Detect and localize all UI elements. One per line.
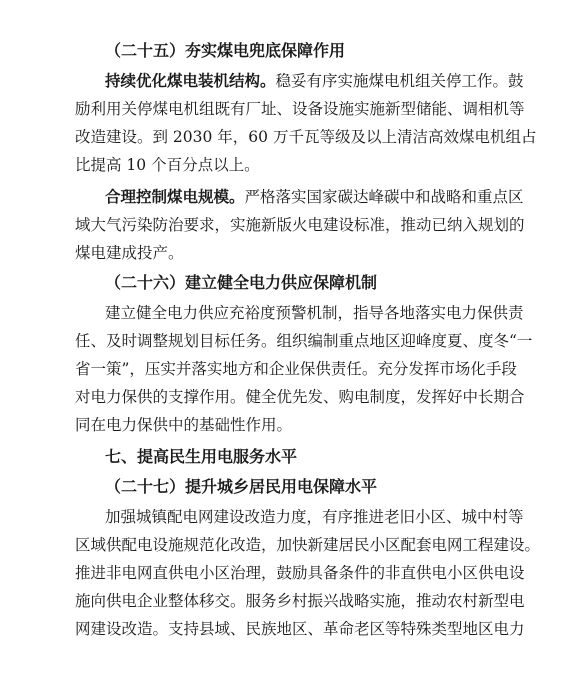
paragraph-2-line-1-rest: 严格落实国家碳达峰碳中和战略和重点区 bbox=[244, 188, 524, 206]
paragraph-3-line-4: 对电力保供的支撑作用。健全优先发、购电制度，发挥好中长期合 bbox=[75, 388, 525, 406]
paragraph-3-line-1: 建立健全电力供应充裕度预警机制，指导各地落实电力保供责 bbox=[105, 304, 524, 322]
section-26-heading: （二十六）建立健全电力供应保障机制 bbox=[105, 273, 378, 292]
paragraph-2-line-3: 煤电建成投产。 bbox=[75, 244, 184, 262]
paragraph-2-line-1 bbox=[0, 186, 579, 208]
paragraph-1-line-3: 改造建设。到 2030 年，60 万千瓦等级及以上清洁高效煤电机组占 bbox=[75, 128, 537, 146]
paragraph-4-line-4: 施向供电企业整体移交。服务乡村振兴战略实施，推动农村新型电 bbox=[75, 592, 525, 610]
paragraph-3-line-5: 同在电力保供中的基础性作用。 bbox=[75, 416, 293, 434]
paragraph-1-lead: 持续优化煤电装机结构。 bbox=[105, 71, 276, 90]
paragraph-3-line-2: 任、及时调整规划目标任务。组织编制重点地区迎峰度夏、度冬“一 bbox=[75, 332, 533, 350]
paragraph-4-line-5: 网建设改造。支持县域、民族地区、革命老区等特殊类型地区电力 bbox=[75, 620, 525, 638]
section-7-heading: 七、提高民生用电服务水平 bbox=[105, 447, 298, 466]
paragraph-3-line-3: 省一策”，压实并落实地方和企业保供责任。充分发挥市场化手段 bbox=[75, 360, 517, 378]
section-25-heading: （二十五）夯实煤电兜底保障作用 bbox=[105, 41, 346, 60]
paragraph-2-lead: 合理控制煤电规模。 bbox=[105, 187, 245, 206]
section-27-heading: （二十七）提升城乡居民用电保障水平 bbox=[105, 477, 378, 496]
paragraph-1-line-2: 励利用关停煤电机组既有厂址、设备设施实施新型储能、调相机等 bbox=[75, 100, 525, 118]
paragraph-1-line-1-rest: 稳妥有序实施煤电机组关停工作。鼓 bbox=[275, 72, 524, 90]
paragraph-4-line-3: 推进非电网直供电小区治理，鼓励具备条件的非直供电小区供电设 bbox=[75, 564, 525, 582]
paragraph-4-line-1: 加强城镇配电网建设改造力度，有序推进老旧小区、城中村等 bbox=[105, 508, 524, 526]
paragraph-1-line-1 bbox=[0, 70, 579, 92]
paragraph-4-line-2: 区域供配电设施规范化改造，加快新建居民小区配套电网工程建设。 bbox=[75, 536, 541, 554]
paragraph-2-line-2: 域大气污染防治要求，实施新版火电建设标准，推动已纳入规划的 bbox=[75, 216, 525, 234]
paragraph-1-line-4: 比提高 10 个百分点以上。 bbox=[75, 156, 260, 174]
